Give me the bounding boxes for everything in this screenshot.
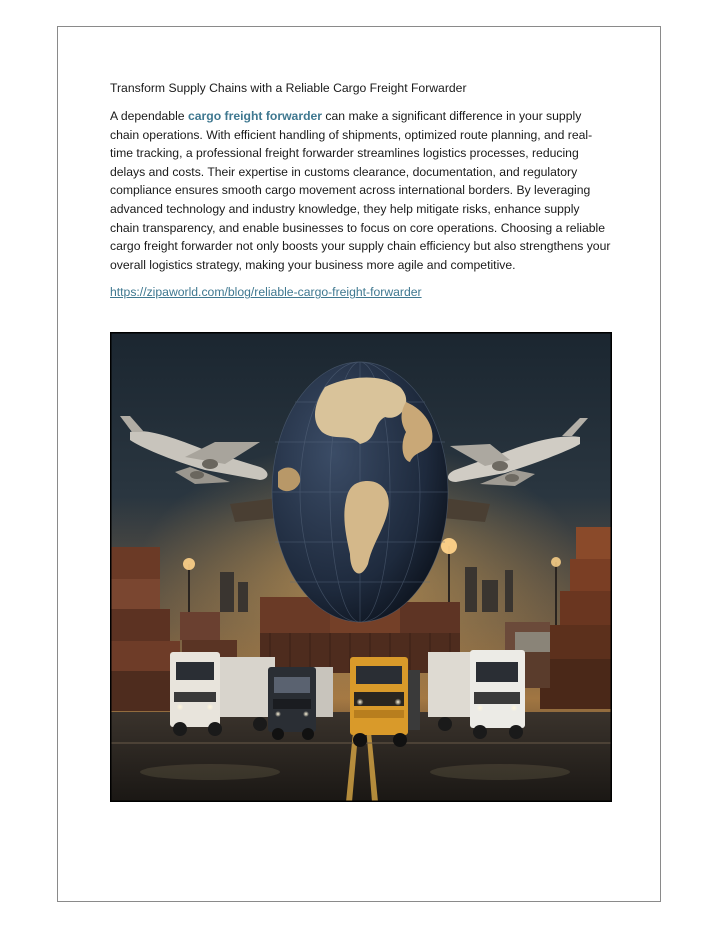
- truck-right: [428, 650, 525, 739]
- logistics-illustration: [110, 332, 612, 802]
- cargo-freight-forwarder-link[interactable]: cargo freight forwarder: [187, 109, 323, 123]
- source-url-link[interactable]: https://zipaworld.com/blog/reliable-cargo-freight-forwarder: [110, 285, 422, 300]
- body-paragraph: [110, 107, 612, 274]
- document-title: Transform Supply Chains with a Reliable Cargo Freight Forwarder: [110, 81, 467, 95]
- globe: [272, 362, 448, 622]
- document-page: [57, 26, 661, 902]
- logistics-hero-image: [110, 332, 612, 802]
- document-content: [110, 79, 612, 311]
- paragraph-text-start: A dependable: [110, 109, 188, 123]
- paragraph-text-end: can make a significant difference in your supply chain operations. With efficient handling of shipments, optimized route planning, and real-time tracking, a professional freight forwarder streamlines logistics processes, reducing delays and costs. Their expertise in customs clearance, documentation, and regulatory compliance ensures smooth cargo movement across international borders. By leveraging advanced technology and industry knowledge, they help mitigate risks, enhance supply chain transparency, and enable businesses to focus on core operations. Choosing a reliable cargo freight forwarder not only boosts your supply chain efficiency but also strengthens your overall logistics strategy, making your business more agile and competitive.: [110, 109, 611, 272]
